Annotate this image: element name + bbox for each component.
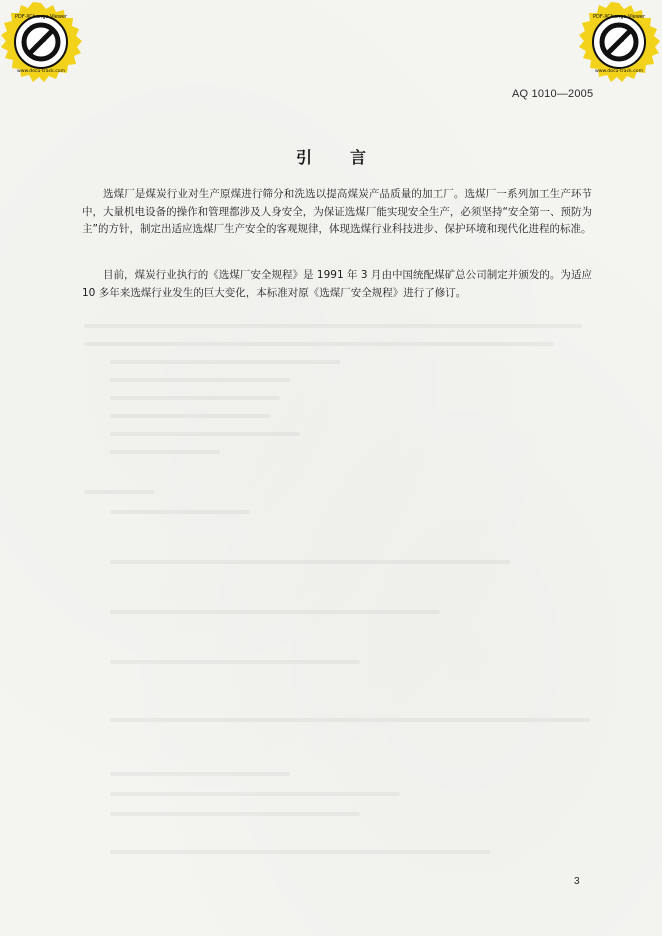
intro-paragraph-1: 选煤厂是煤炭行业对生产原煤进行筛分和洗选以提高煤炭产品质量的加工厂。选煤厂一系列加工生产环节中，大量机电设备的操作和管理都涉及人身安全，为保证选煤厂能实现安全生产，必须坚持“安全第一、预防为主”的方针，制定出适应选煤厂生产安全的客观规律，体现选煤行业科技进步、保护环境和现代化进程的标准。 bbox=[82, 188, 592, 235]
intro-paragraph-2: 目前，煤炭行业执行的《选煤厂安全规程》是 1991 年 3 月由中国统配煤矿总公司制定并颁发的。为适应 10 多年来选煤行业发生的巨大变化，本标准对原《选煤厂安全规程》进行了修订。 bbox=[82, 269, 592, 299]
stamp-left-mid-text: Click to buy NOW! bbox=[26, 27, 57, 58]
pdf-xchange-stamp-left[interactable] bbox=[0, 2, 82, 84]
stamp-right-top-text: PDF-XChange Viewer bbox=[592, 14, 646, 20]
stamp-left-bottom-text: www.docu-track.com bbox=[16, 69, 66, 74]
stamp-left-top-text: PDF-XChange Viewer bbox=[14, 14, 68, 20]
stamp-right-mid-text: Click to buy NOW! bbox=[604, 27, 635, 58]
document-code: AQ 1010—2005 bbox=[512, 88, 594, 100]
page-number: 3 bbox=[574, 876, 580, 887]
pdf-xchange-badge-icon bbox=[578, 2, 660, 84]
pdf-xchange-stamp-right[interactable] bbox=[578, 2, 660, 84]
pdf-xchange-badge-icon bbox=[0, 2, 82, 84]
section-heading: 引言 bbox=[295, 148, 404, 167]
stamp-right-bottom-text: www.docu-track.com bbox=[594, 69, 644, 74]
